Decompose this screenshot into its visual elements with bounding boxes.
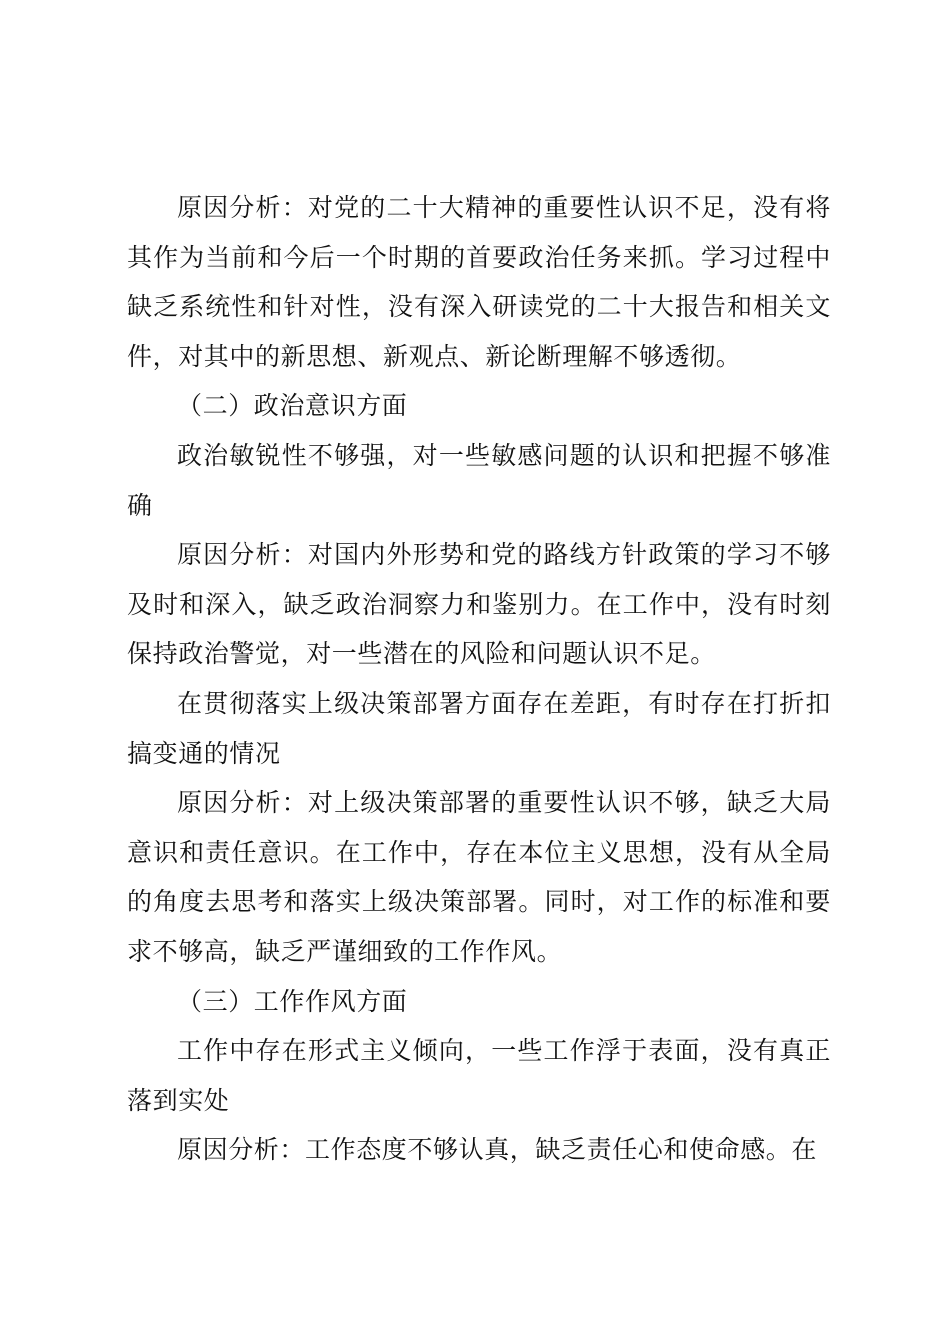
paragraph-cause-analysis-1: 原因分析：对党的二十大精神的重要性认识不足，没有将其作为当前和今后一个时期的首要政治任务来抓。学习过程中缺乏系统性和针对性，没有深入研读党的二十大报告和相关文件，对其中的新思想、新观点、新论断理解不够透彻。 <box>127 193 831 371</box>
section-heading-political-awareness: （二）政治意识方面 <box>177 391 408 421</box>
section-heading-work-style: （三）工作作风方面 <box>177 986 408 1016</box>
paragraph-cause-analysis-4: 原因分析：工作态度不够认真，缺乏责任心和使命感。在 <box>177 1135 818 1165</box>
paragraph-cause-analysis-3: 原因分析：对上级决策部署的重要性认识不够，缺乏大局意识和责任意识。在工作中，存在本位主义思想，没有从全局的角度去思考和落实上级决策部署。同时，对工作的标准和要求不够高，缺乏严谨细致的工作作风。 <box>127 788 831 966</box>
paragraph-issue-implementation-gap: 在贯彻落实上级决策部署方面存在差距，有时存在打折扣搞变通的情况 <box>127 688 831 768</box>
paragraph-issue-formalism: 工作中存在形式主义倾向，一些工作浮于表面，没有真正落到实处 <box>127 1036 831 1115</box>
paragraph-cause-analysis-2: 原因分析：对国内外形势和党的路线方针政策的学习不够及时和深入，缺乏政治洞察力和鉴别力。在工作中，没有时刻保持政治警觉，对一些潜在的风险和问题认识不足。 <box>127 540 831 669</box>
document-body <box>127 183 831 1175</box>
paragraph-issue-political-sensitivity: 政治敏锐性不够强，对一些敏感问题的认识和把握不够准确 <box>127 440 831 520</box>
